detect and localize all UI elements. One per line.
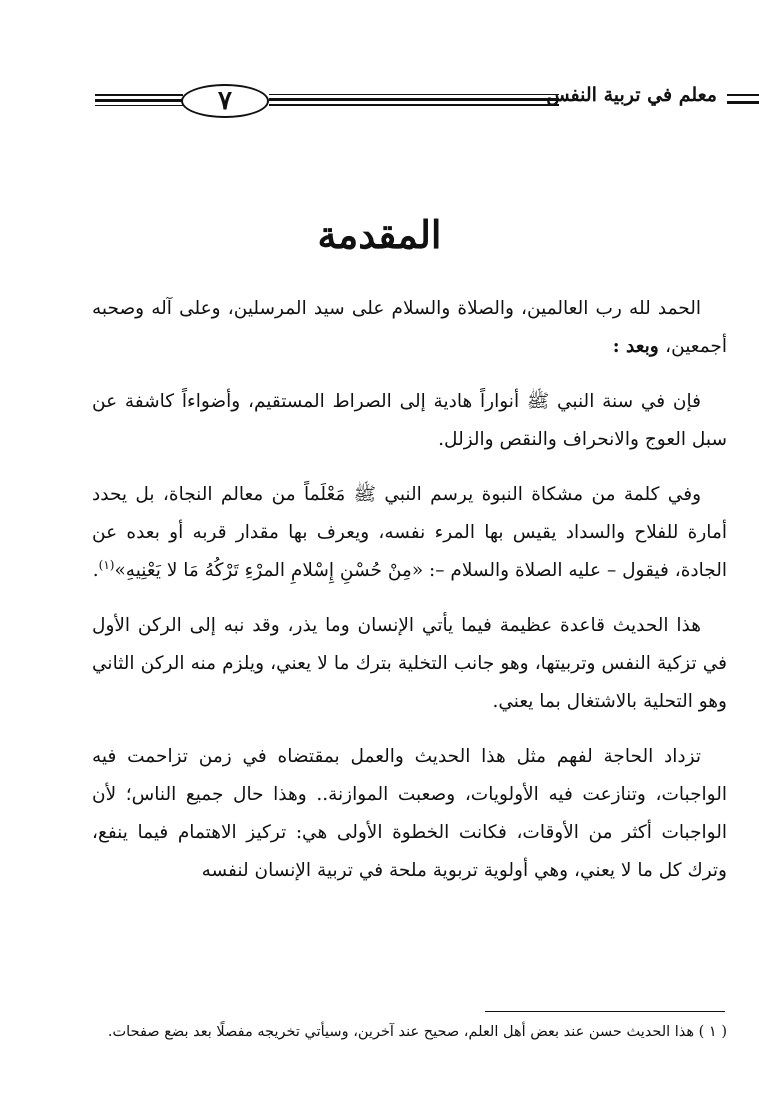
paragraph — [92, 290, 727, 366]
paragraph-text: وفي كلمة من مشكاة النبوة يرسم النبي ﷺ مَعْلَماً من معالم النجاة، بل يحدد أمارة للفلاح والسداد يقيس بها المرء نفسه، ويعرف بها مقدار قربه أو بعده عن الجادة، فيقول – عليه الصلاة والسلام –: «مِنْ حُسْنِ إِسْلامِ المرْءِ تَرْكُهُ مَا لا يَعْنِيهِ» — [92, 484, 727, 581]
paragraph-text: الحمد لله رب العالمين، والصلاة والسلام على سيد المرسلين، وعلى آله وصحبه أجمعين، — [92, 298, 727, 357]
paragraph — [92, 476, 727, 590]
footnote-reference[interactable]: (١) — [98, 557, 115, 572]
page-number: ٧ — [181, 84, 269, 118]
chapter-title: المقدمة — [317, 212, 442, 257]
footnote-separator — [485, 1011, 725, 1012]
running-title: معلم في تربية النفس — [546, 84, 717, 106]
paragraph — [92, 383, 727, 459]
paragraph-bold-text: وبعد : — [612, 336, 666, 357]
paragraph-text: هذا الحديث قاعدة عظيمة فيما يأتي الإنسان وما يذر، وقد نبه إلى الركن الأول في تزكية النفس وتربيتها، وهو جانب التخلية بترك ما لا يعني، ويلزم منه الركن الثاني وهو التحلية بالاشتغال بما يعني. — [92, 615, 727, 712]
paragraph — [92, 738, 727, 890]
footnote-text: ( ١ ) هذا الحديث حسن عند بعض أهل العلم، صحيح عند آخرين، وسيأتي تخريجه مفصلًا بعد بضع صفحات. — [107, 1024, 727, 1040]
paragraph-text: تزداد الحاجة لفهم مثل هذا الحديث والعمل بمقتضاه في زمن تزاحمت فيه الواجبات، وتنازعت فيه الأولويات، وصعبت الموازنة.. وهذا حال جميع الناس؛ لأن الواجبات أكثر من الأوقات، فكانت الخطوة الأولى هي: تركيز الاهتمام فيما ينفع، وترك كل ما لا يعني، وهي أولوية تربوية ملحة في تربية الإنسان لنفسه — [92, 746, 727, 881]
body-text — [92, 290, 727, 907]
header-rule-middle — [269, 94, 559, 106]
paragraph-text: . — [92, 560, 99, 581]
page-header — [95, 80, 717, 120]
paragraph-text: فإن في سنة النبي ﷺ أنواراً هادية إلى الصراط المستقيم، وأضواءاً كاشفة عن سبل العوج والانحراف والنقص والزلل. — [92, 391, 727, 450]
footnote — [92, 1017, 727, 1047]
header-rule-left — [95, 94, 183, 106]
header-rule-right — [727, 94, 759, 106]
paragraph — [92, 607, 727, 721]
